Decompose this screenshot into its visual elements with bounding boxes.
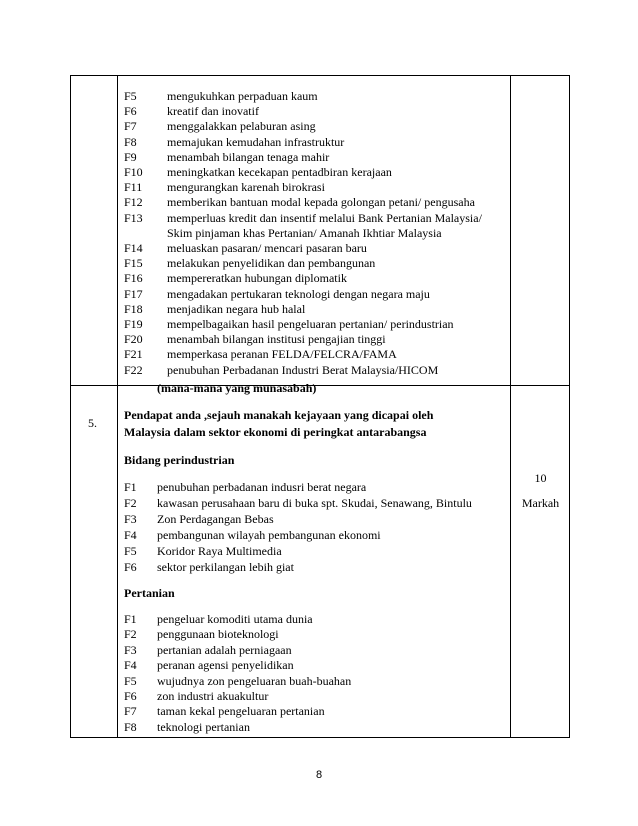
item-text: melakukan penyelidikan dan pembangunan <box>167 256 376 271</box>
item-code: F2 <box>124 627 137 642</box>
item-text: penubuhan Perbadanan Industri Berat Malaysia/HICOM <box>167 362 439 377</box>
item-code: F17 <box>124 286 143 301</box>
item-code: F6 <box>124 689 137 703</box>
column-divider-marks <box>510 76 511 737</box>
item-code: F1 <box>124 612 137 626</box>
question-line-2: Malaysia dalam sektor ekonomi di peringkat antarabangsa <box>124 425 427 439</box>
item-text: menggalakkan pelaburan asing <box>167 119 316 134</box>
item-code: F6 <box>124 104 137 119</box>
item-text: kawasan perusahaan baru di buka spt. Skudai, Senawang, Bintulu <box>157 496 472 510</box>
section-title-agriculture: Pertanian <box>124 586 175 600</box>
item-code: F6 <box>124 560 137 574</box>
item-text: mempelbagaikan hasil pengeluaran pertanian/ perindustrian <box>167 317 454 331</box>
item-text: taman kekal pengeluaran pertanian <box>157 704 325 719</box>
item-text: Skim pinjaman khas Pertanian/ Amanah Ikhtiar Malaysia <box>167 225 442 240</box>
item-code: F10 <box>124 165 143 179</box>
item-code: F5 <box>124 89 137 103</box>
item-text: memajukan kemudahan infrastruktur <box>167 134 345 149</box>
item-code: F20 <box>124 332 143 347</box>
item-code: F8 <box>124 719 137 734</box>
item-text: zon industri akuakultur <box>157 689 269 703</box>
item-text: menambah bilangan tenaga mahir <box>167 149 330 164</box>
item-code: F22 <box>124 362 143 377</box>
item-text: memberikan bantuan modal kepada golongan petani/ pengusaha <box>167 195 475 210</box>
item-text: menambah bilangan institusi pengajian tinggi <box>167 332 386 347</box>
item-text: Zon Perdagangan Bebas <box>157 512 274 526</box>
section-title-industry: Bidang perindustrian <box>124 453 235 467</box>
question-line-1: Pendapat anda ,sejauh manakah kejayaan yang dicapai oleh <box>124 408 434 422</box>
item-code: F8 <box>124 134 137 149</box>
item-text: pengeluar komoditi utama dunia <box>157 612 313 626</box>
item-code: F5 <box>124 673 137 688</box>
item-code: F14 <box>124 241 143 255</box>
item-text: meluaskan pasaran/ mencari pasaran baru <box>167 241 367 255</box>
item-text: pertanian adalah perniagaan <box>157 642 292 657</box>
page-number: 8 <box>315 769 323 781</box>
item-text: meningkatkan kecekapan pentadbiran kerajaan <box>167 165 392 179</box>
item-text: peranan agensi penyelidikan <box>157 658 294 673</box>
question-number: 5. <box>88 416 97 430</box>
item-text: mengadakan pertukaran teknologi dengan negara maju <box>167 286 430 301</box>
item-code: F13 <box>124 210 143 225</box>
marks-label: Markah <box>521 496 560 510</box>
row-divider <box>71 385 569 386</box>
item-code: F18 <box>124 301 143 316</box>
item-text: wujudnya zon pengeluaran buah-buahan <box>157 673 352 688</box>
item-code: F7 <box>124 704 137 719</box>
item-code: F15 <box>124 256 143 271</box>
item-text: sektor perkilangan lebih giat <box>157 560 294 574</box>
item-code: F2 <box>124 496 137 510</box>
item-code: F4 <box>124 658 137 673</box>
item-code: F12 <box>124 195 143 210</box>
column-divider-number <box>117 76 118 737</box>
item-text: penggunaan bioteknologi <box>157 627 279 642</box>
item-code: F19 <box>124 317 143 331</box>
item-text: Koridor Raya Multimedia <box>157 544 282 558</box>
item-code: F4 <box>124 528 137 542</box>
item-code: F1 <box>124 480 137 494</box>
marks-value: 10 <box>534 471 547 485</box>
item-code: F11 <box>124 180 143 195</box>
item-code: F21 <box>124 347 143 362</box>
item-text: memperkasa peranan FELDA/FELCRA/FAMA <box>167 347 397 362</box>
item-text: memperluas kredit dan insentif melalui Bank Pertanian Malaysia/ <box>167 210 482 225</box>
item-code: F3 <box>124 642 137 657</box>
item-code: F9 <box>124 149 137 164</box>
item-text: mengukuhkan perpaduan kaum <box>167 89 318 103</box>
item-text: kreatif dan inovatif <box>167 104 259 119</box>
item-code: F3 <box>124 512 137 526</box>
item-text: teknologi pertanian <box>157 719 250 734</box>
item-code: F7 <box>124 119 137 134</box>
note: (mana-mana yang munasabah) <box>157 380 317 395</box>
item-text: menjadikan negara hub halal <box>167 301 306 316</box>
item-text: pembangunan wilayah pembangunan ekonomi <box>157 528 381 542</box>
answer-table <box>70 75 570 738</box>
item-text: mempereratkan hubungan diplomatik <box>167 271 347 286</box>
item-code: F5 <box>124 544 137 558</box>
item-code: F16 <box>124 271 143 286</box>
item-text: penubuhan perbadanan indusri berat negara <box>157 480 367 494</box>
item-text: mengurangkan karenah birokrasi <box>167 180 325 195</box>
